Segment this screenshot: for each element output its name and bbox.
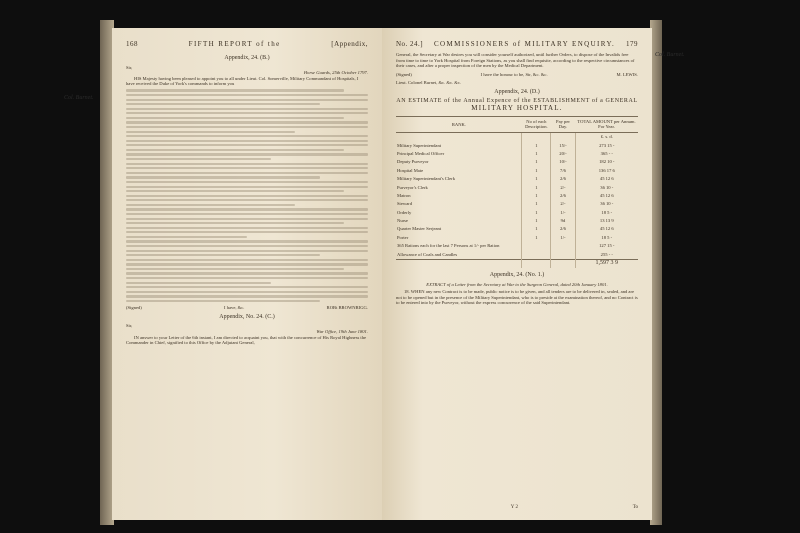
row-number: 1 bbox=[522, 141, 551, 149]
letter2-salutation: Sir, bbox=[126, 323, 133, 329]
estimate-body bbox=[396, 141, 638, 268]
estimate-row bbox=[396, 217, 638, 225]
row-number: 1 bbox=[522, 183, 551, 191]
row-pay: 2/6 bbox=[551, 225, 575, 233]
appendix-title: Appendix, 24. (B.) bbox=[224, 55, 270, 61]
row-total: 13 13 9 bbox=[575, 217, 638, 225]
row-total: 365 - - bbox=[575, 150, 638, 158]
extract-title: EXTRACT of a Letter from the Secretary at War to the Surgeon General, dated 20th January 1801. bbox=[426, 281, 608, 287]
row-pay bbox=[551, 242, 575, 250]
row-total: 182 10 - bbox=[575, 158, 638, 166]
row-rank: Hospital Mate bbox=[397, 167, 424, 173]
right-running-title: COMMISSIONERS of MILITARY ENQUIRY. bbox=[433, 40, 616, 48]
salutation: Sir, bbox=[126, 64, 133, 70]
row-pay: 2/6 bbox=[551, 192, 575, 200]
estimate-total-row bbox=[396, 259, 638, 268]
row-rank: Military Superintendant bbox=[397, 142, 442, 148]
estimate-row bbox=[396, 250, 638, 259]
body-text-block bbox=[126, 89, 368, 302]
estimate-table bbox=[396, 116, 638, 268]
addressee: Lieut. Colonel Burnet, &c. &c. &c. bbox=[396, 80, 462, 86]
row-total: 45 12 6 bbox=[575, 192, 638, 200]
signature-mark: Y 2 bbox=[510, 505, 518, 510]
extract-paragraph: 18. WHEN any new Contract is to be made, public notice is to be given, and all tenders are to be delivered in, sealed, and are not to be opened but in the presence of the Military Superintendant, who is to preside at the examination thereof, and no Contract is to be entered into by the Purveyor, without the express concurrence of the said Superintendant. bbox=[396, 289, 638, 306]
row-pay: 9d bbox=[551, 217, 575, 225]
right-body bbox=[382, 52, 652, 306]
open-book bbox=[112, 28, 652, 520]
estimate-row bbox=[396, 225, 638, 233]
row-total: 45 12 6 bbox=[575, 175, 638, 183]
row-pay: 7/6 bbox=[551, 166, 575, 174]
estimate-caption-2: MILITARY HOSPITAL. bbox=[471, 104, 563, 113]
row-rank: Orderly bbox=[397, 209, 412, 215]
estimate-row bbox=[396, 141, 638, 149]
signed-label: (Signed) bbox=[126, 305, 142, 311]
estimate-row bbox=[396, 183, 638, 191]
units-label: £. s. d. bbox=[575, 132, 638, 141]
row-number: 1 bbox=[522, 175, 551, 183]
estimate-row bbox=[396, 158, 638, 166]
left-running-title: FIFTH REPORT of the bbox=[188, 40, 281, 48]
signature-block bbox=[126, 305, 368, 311]
estimate-row bbox=[396, 150, 638, 158]
row-total: 255 - - bbox=[575, 250, 638, 259]
estimate-row bbox=[396, 200, 638, 208]
right-opening: General, the Secretary at War desires you will consider yourself authorized, until further Orders, to dispose of the Invalids free from time to time to York Hospital from Foreign Stations, as you shall find requisite, according to the respective circumstances of their cases, and after a proper inspection of the men by the Medical Department. bbox=[396, 52, 635, 69]
dateline: Horse Guards, 25th October 1797. bbox=[303, 70, 368, 76]
row-rank: Purveyor's Clerk bbox=[397, 184, 428, 190]
row-number: 1 bbox=[522, 217, 551, 225]
row-pay: 1/- bbox=[551, 208, 575, 216]
appendix-next-title: Appendix, No. 24. (C.) bbox=[219, 313, 275, 320]
left-page bbox=[112, 28, 383, 520]
row-number bbox=[522, 242, 551, 250]
right-page bbox=[382, 28, 652, 520]
row-rank: Military Superintendant's Clerk bbox=[397, 176, 455, 182]
row-total: 18 5 - bbox=[575, 233, 638, 241]
row-total: 136 17 6 bbox=[575, 166, 638, 174]
row-number: 1 bbox=[522, 192, 551, 200]
col-pay: Pay per Day. bbox=[551, 116, 575, 132]
letter2-dateline: War Office, 19th June 1801. bbox=[316, 328, 368, 334]
row-rank: Principal Medical Officer bbox=[397, 151, 445, 157]
row-rank: Nurse bbox=[397, 218, 408, 224]
right-running-header bbox=[382, 28, 652, 52]
left-page-number: 168 bbox=[126, 40, 138, 48]
left-margin-note: Col. Burnet. bbox=[64, 95, 94, 101]
row-number: 1 bbox=[522, 150, 551, 158]
row-total: 45 12 6 bbox=[575, 225, 638, 233]
row-total: 36 10 - bbox=[575, 200, 638, 208]
row-rank: Steward bbox=[397, 201, 413, 207]
grand-total: 1,597 3 9 bbox=[575, 259, 638, 268]
row-number bbox=[522, 250, 551, 259]
letter2-opening: IN answer to your Letter of the 6th instant, I am directed to acquaint you, that with the concurrence of His Royal Highness the Commander in Chief, signified to this Office by the Adjutant General, bbox=[126, 334, 367, 346]
estimate-units-row bbox=[396, 132, 638, 141]
right-signed-label: (Signed) bbox=[396, 71, 412, 77]
estimate-row bbox=[396, 192, 638, 200]
estimate-row bbox=[396, 208, 638, 216]
row-pay: 15/- bbox=[551, 141, 575, 149]
col-total: TOTAL AMOUNT per Annum. For Year. bbox=[575, 116, 638, 132]
right-signoff: I have the honour to be, Sir, &c. &c. bbox=[480, 71, 548, 77]
row-rank: Deputy Purveyor bbox=[397, 159, 429, 165]
row-number: 1 bbox=[522, 166, 551, 174]
row-pay bbox=[551, 250, 575, 259]
estimate-caption: AN ESTIMATE of the Annual Expence of the ESTABLISHMENT of a GENERAL bbox=[396, 97, 638, 104]
col-rank: RANK. bbox=[396, 116, 522, 132]
row-pay: 2/- bbox=[551, 183, 575, 191]
estimate-header-row bbox=[396, 116, 638, 132]
right-appendix-title: Appendix, 24. (D.) bbox=[494, 88, 540, 95]
right-signature: M. LEWIS. bbox=[616, 71, 638, 77]
row-pay: 2/6 bbox=[551, 175, 575, 183]
right-running-section: No. 24.] bbox=[396, 40, 424, 48]
row-rank: Matron bbox=[397, 192, 411, 198]
row-pay: 10/- bbox=[551, 158, 575, 166]
right-margin-note: Col. Burnet. bbox=[655, 52, 685, 58]
estimate-row bbox=[396, 242, 638, 250]
right-footer bbox=[396, 505, 638, 510]
row-total: 36 10 - bbox=[575, 183, 638, 191]
row-number: 1 bbox=[522, 208, 551, 216]
row-number: 1 bbox=[522, 158, 551, 166]
col-number: No of each Description. bbox=[522, 116, 551, 132]
estimate-row bbox=[396, 166, 638, 174]
right-appendix-next: Appendix, 24. (No. 1.) bbox=[489, 271, 545, 278]
row-rank: Quarter Master Serjeant bbox=[397, 226, 442, 232]
row-pay: 20/- bbox=[551, 150, 575, 158]
row-number: 1 bbox=[522, 225, 551, 233]
row-number: 1 bbox=[522, 233, 551, 241]
left-body bbox=[112, 56, 382, 346]
row-total: 273 15 - bbox=[575, 141, 638, 149]
row-rank: Porter bbox=[397, 234, 409, 240]
row-rank: Allowance of Coals and Candles bbox=[397, 251, 458, 257]
estimate-row bbox=[396, 175, 638, 183]
row-number: 1 bbox=[522, 200, 551, 208]
signoff: I have, &c. bbox=[224, 305, 245, 311]
row-total: 18 5 - bbox=[575, 208, 638, 216]
left-running-header bbox=[112, 28, 382, 52]
right-signature-block bbox=[396, 72, 638, 78]
catchword: To bbox=[632, 505, 638, 510]
letter-opening: HIS Majesty having been pleased to appoint you to all under Lieut. Col. Somerville, Military Commandant of Hospitals, I have received the Duke of York's commands to inform you bbox=[126, 75, 359, 87]
left-running-section: [Appendix, bbox=[331, 40, 368, 48]
row-rank: 365 Rations each for the last 7 Persons at 1/- per Ration bbox=[397, 243, 500, 249]
row-total: 127 15 - bbox=[575, 242, 638, 250]
row-pay: 1/- bbox=[551, 233, 575, 241]
estimate-row bbox=[396, 233, 638, 241]
row-pay: 2/- bbox=[551, 200, 575, 208]
signature: ROBt BROWNRIGG. bbox=[326, 305, 368, 311]
right-page-number: 179 bbox=[625, 40, 638, 48]
